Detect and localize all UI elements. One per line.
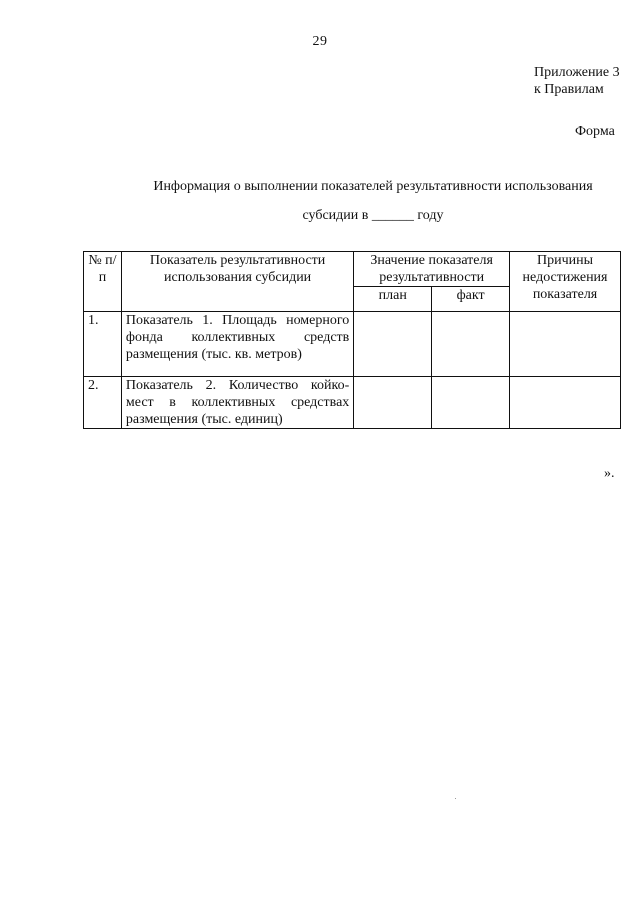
row-fact-cell [432, 312, 510, 377]
header-value: Значение показателя результативности [354, 252, 510, 287]
table-row [84, 312, 621, 377]
row-plan-cell [354, 312, 432, 377]
header-number: № п/п [84, 252, 122, 312]
appendix-reference [534, 64, 620, 98]
row-indicator: Показатель 1. Площадь номерного фонда коллективных средств размещения (тыс. кв. метров) [121, 312, 353, 377]
row-fact-cell [432, 377, 510, 429]
table-row [84, 377, 621, 429]
appendix-line-2: к Правилам [534, 82, 604, 97]
title-line-2: субсидии в ______ году [302, 208, 444, 223]
header-indicator: Показатель результативности использования субсидии [121, 252, 353, 312]
scan-speck [455, 798, 456, 799]
row-number: 2. [84, 377, 122, 429]
form-label: Форма [575, 124, 615, 139]
page-number: 29 [312, 34, 328, 49]
row-plan-cell [354, 377, 432, 429]
table-header-row [84, 252, 621, 287]
header-plan: план [354, 287, 432, 312]
row-reasons-cell [510, 377, 621, 429]
row-indicator: Показатель 2. Количество койко-мест в коллективных средствах размещения (тыс. единиц) [121, 377, 353, 429]
header-reasons: Причины недостижения показателя [510, 252, 621, 312]
title-line-1: Информация о выполнении показателей результативности использования [153, 179, 593, 194]
row-reasons-cell [510, 312, 621, 377]
document-title [128, 172, 618, 230]
row-number: 1. [84, 312, 122, 377]
header-fact: факт [432, 287, 510, 312]
indicators-table [83, 251, 621, 429]
appendix-line-1: Приложение 3 [534, 65, 620, 80]
closing-quote: ». [604, 466, 615, 481]
